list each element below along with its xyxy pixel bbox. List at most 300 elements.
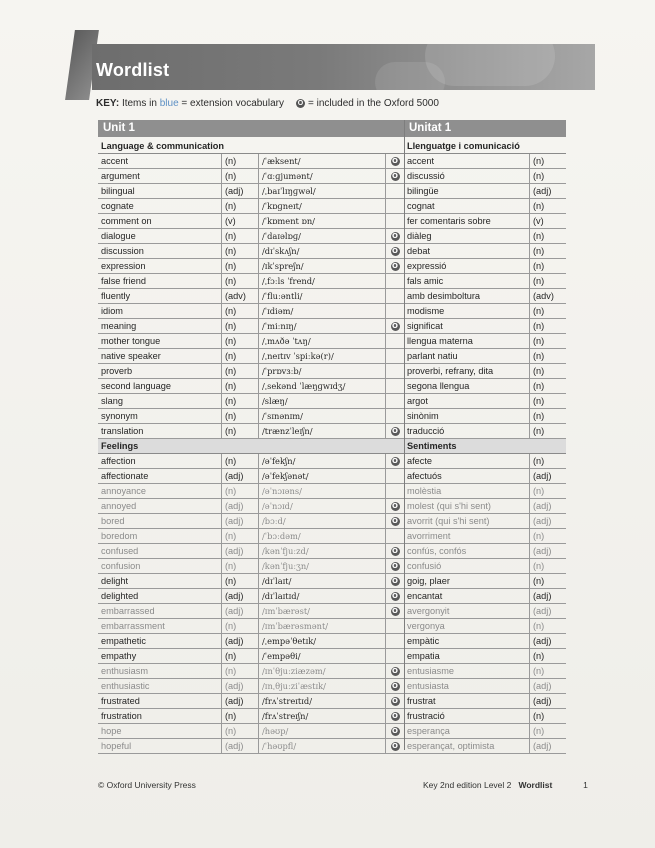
- translation: entusiasme: [404, 664, 530, 678]
- oxford-5000-icon: O: [392, 546, 398, 555]
- part-of-speech: (adj): [222, 634, 259, 648]
- pronunciation: /ˈempəθi/: [259, 649, 386, 663]
- translation-part-of-speech: (adj): [533, 636, 552, 646]
- oxford-5000-marker: [386, 154, 404, 168]
- wordlist-row: [98, 289, 404, 304]
- oxford-5000-marker: [386, 334, 404, 348]
- wordlist-row: [98, 184, 404, 199]
- oxford-5000-marker: [386, 199, 404, 213]
- oxford-5000-marker: [386, 559, 404, 573]
- wordlist-row: [98, 649, 404, 664]
- pronunciation: /bɔːd/: [259, 514, 386, 528]
- oxford-5000-marker: [386, 574, 404, 588]
- oxford-5000-icon: O: [392, 321, 398, 330]
- translation: sinònim: [404, 409, 530, 423]
- oxford-5000-icon: O: [392, 561, 398, 570]
- pronunciation: /ˈɪdiəm/: [259, 304, 386, 318]
- wordlist-row: [98, 214, 404, 229]
- translation-row: [404, 319, 566, 334]
- translation-row: [404, 364, 566, 379]
- oxford-5000-marker: [386, 619, 404, 633]
- translation-part-of-speech: (n): [533, 261, 545, 271]
- oxford-5000-icon: O: [297, 100, 304, 107]
- translation: afecte: [404, 454, 530, 468]
- part-of-speech: (n): [222, 409, 259, 423]
- word: boredom: [98, 529, 222, 543]
- translation-row: [404, 559, 566, 574]
- pronunciation: /ˈhəʊpfl/: [259, 739, 386, 753]
- oxford-5000-marker: [386, 184, 404, 198]
- translation-row: [404, 484, 566, 499]
- key-text: Items in: [121, 98, 157, 109]
- translation-row: [404, 274, 566, 289]
- translation: argot: [404, 394, 530, 408]
- translation: diàleg: [404, 229, 530, 243]
- translation-row: [404, 244, 566, 259]
- translation-row: [404, 349, 566, 364]
- part-of-speech: (adj): [222, 589, 259, 603]
- translation-part-of-speech: (n): [533, 276, 545, 286]
- wordlist-row: [98, 544, 404, 559]
- footer-section: Wordlist: [518, 780, 553, 790]
- part-of-speech: (n): [222, 574, 259, 588]
- wordlist-row: [98, 589, 404, 604]
- part-of-speech: (adj): [222, 604, 259, 618]
- oxford-5000-marker: [386, 709, 404, 723]
- oxford-5000-marker: [386, 589, 404, 603]
- translation: significat: [404, 319, 530, 333]
- translation-row: [404, 574, 566, 589]
- pronunciation: /ˈæksent/: [259, 154, 386, 168]
- part-of-speech: (adj): [222, 739, 259, 753]
- word: annoyance: [98, 484, 222, 498]
- pronunciation: /ˌmʌðə ˈtʌŋ/: [259, 334, 386, 348]
- translation-part-of-speech: (n): [533, 411, 545, 421]
- catalan-wordlist-table: [404, 139, 566, 754]
- oxford-5000-icon: O: [392, 426, 398, 435]
- word: native speaker: [98, 349, 222, 363]
- key-text: = included in the Oxford 5000: [308, 98, 439, 109]
- translation-part-of-speech: (n): [533, 366, 545, 376]
- translation-row: [404, 664, 566, 679]
- pronunciation: /ˈdaɪəlɒɡ/: [259, 229, 386, 243]
- footer-publisher: © Oxford University Press: [98, 780, 196, 790]
- translation: esperança: [404, 724, 530, 738]
- word: translation: [98, 424, 222, 438]
- translation: modisme: [404, 304, 530, 318]
- translation: accent: [404, 154, 530, 168]
- translation: proverbi, refrany, dita: [404, 364, 530, 378]
- translation: frustració: [404, 709, 530, 723]
- wordlist-row: [98, 169, 404, 184]
- translation-row: [404, 739, 566, 754]
- pronunciation: /kənˈfjuːʒn/: [259, 559, 386, 573]
- word: empathy: [98, 649, 222, 663]
- part-of-speech: (n): [222, 319, 259, 333]
- translation-part-of-speech: (n): [533, 576, 545, 586]
- part-of-speech: (n): [222, 709, 259, 723]
- wordlist-row: [98, 229, 404, 244]
- part-of-speech: (n): [222, 154, 259, 168]
- oxford-5000-marker: [386, 544, 404, 558]
- translation-row: [404, 514, 566, 529]
- oxford-5000-icon: O: [392, 246, 398, 255]
- translation: molest (qui s'hi sent): [404, 499, 530, 513]
- translation-row: [404, 409, 566, 424]
- word: false friend: [98, 274, 222, 288]
- part-of-speech: (n): [222, 304, 259, 318]
- translation-part-of-speech: (adj): [533, 186, 552, 196]
- pronunciation: /əˈnɔɪd/: [259, 499, 386, 513]
- oxford-5000-marker: [386, 214, 404, 228]
- pronunciation: /ˈsɪnənɪm/: [259, 409, 386, 423]
- wordlist-row: [98, 709, 404, 724]
- oxford-5000-icon: O: [392, 711, 398, 720]
- word: empathetic: [98, 634, 222, 648]
- word: frustrated: [98, 694, 222, 708]
- word: hopeful: [98, 739, 222, 753]
- translation-part-of-speech: (n): [533, 486, 545, 496]
- wordlist-row: [98, 379, 404, 394]
- part-of-speech: (n): [222, 349, 259, 363]
- pronunciation: /əˈfekʃn/: [259, 454, 386, 468]
- part-of-speech: (n): [222, 619, 259, 633]
- pronunciation: /dɪˈlaɪt/: [259, 574, 386, 588]
- word: enthusiastic: [98, 679, 222, 693]
- oxford-5000-marker: [386, 409, 404, 423]
- wordlist-row: [98, 319, 404, 334]
- oxford-5000-marker: [386, 304, 404, 318]
- oxford-5000-marker: [386, 454, 404, 468]
- word: slang: [98, 394, 222, 408]
- word: hope: [98, 724, 222, 738]
- translation: afectuós: [404, 469, 530, 483]
- oxford-5000-icon: O: [392, 231, 398, 240]
- translation-row: [404, 229, 566, 244]
- pronunciation: /ˈbɔːdəm/: [259, 529, 386, 543]
- word: discussion: [98, 244, 222, 258]
- wordlist-row: [98, 454, 404, 469]
- word: expression: [98, 259, 222, 273]
- translation-part-of-speech: (adj): [533, 471, 552, 481]
- wordlist-row: [98, 349, 404, 364]
- translation-part-of-speech: (adv): [533, 291, 554, 301]
- translation-row: [404, 544, 566, 559]
- page-title: Wordlist: [96, 60, 170, 80]
- translation-part-of-speech: (n): [533, 456, 545, 466]
- oxford-5000-marker: [386, 469, 404, 483]
- translation-row: [404, 184, 566, 199]
- part-of-speech: (n): [222, 529, 259, 543]
- word: delight: [98, 574, 222, 588]
- translation-part-of-speech: (n): [533, 396, 545, 406]
- section-title-ca: Llenguatge i comunicació: [407, 141, 520, 151]
- wordlist-row: [98, 634, 404, 649]
- oxford-5000-icon: O: [392, 576, 398, 585]
- oxford-5000-icon: O: [392, 516, 398, 525]
- word: confused: [98, 544, 222, 558]
- oxford-5000-icon: O: [392, 171, 398, 180]
- pronunciation: /ˌfɔːls ˈfrend/: [259, 274, 386, 288]
- oxford-5000-icon: O: [392, 726, 398, 735]
- translation-part-of-speech: (n): [533, 231, 545, 241]
- translation-part-of-speech: (adj): [533, 516, 552, 526]
- translation-part-of-speech: (n): [533, 156, 545, 166]
- translation-row: [404, 589, 566, 604]
- translation-part-of-speech: (n): [533, 651, 545, 661]
- translation-part-of-speech: (n): [533, 171, 545, 181]
- word: embarrassed: [98, 604, 222, 618]
- pronunciation: /ˈkɒment ɒn/: [259, 214, 386, 228]
- word: bilingual: [98, 184, 222, 198]
- translation-part-of-speech: (adj): [533, 501, 552, 511]
- translation-row: [404, 394, 566, 409]
- wordlist-row: [98, 484, 404, 499]
- translation-part-of-speech: (adj): [533, 741, 552, 751]
- oxford-5000-icon: O: [392, 741, 398, 750]
- word: embarrassment: [98, 619, 222, 633]
- pronunciation: /ˈkɒɡneɪt/: [259, 199, 386, 213]
- oxford-5000-marker: [386, 379, 404, 393]
- oxford-5000-marker: [386, 349, 404, 363]
- translation: discussió: [404, 169, 530, 183]
- pronunciation: /əˈfekʃənət/: [259, 469, 386, 483]
- translation-row: [404, 649, 566, 664]
- translation-row: [404, 214, 566, 229]
- part-of-speech: (n): [222, 334, 259, 348]
- oxford-5000-marker: [386, 604, 404, 618]
- pronunciation: /ɪkˈspreʃn/: [259, 259, 386, 273]
- pronunciation: /frʌˈstreɪʃn/: [259, 709, 386, 723]
- word: dialogue: [98, 229, 222, 243]
- translation: cognat: [404, 199, 530, 213]
- translation: fals amic: [404, 274, 530, 288]
- translation: amb desimboltura: [404, 289, 530, 303]
- oxford-5000-marker: [386, 514, 404, 528]
- word: enthusiasm: [98, 664, 222, 678]
- translation-row: [404, 199, 566, 214]
- wordlist-row: [98, 604, 404, 619]
- translation: expressió: [404, 259, 530, 273]
- pronunciation: /kənˈfjuːzd/: [259, 544, 386, 558]
- pronunciation: /ˈprɒvɜːb/: [259, 364, 386, 378]
- word: affectionate: [98, 469, 222, 483]
- translation-part-of-speech: (n): [533, 321, 545, 331]
- translation-part-of-speech: (n): [533, 711, 545, 721]
- oxford-5000-marker: [386, 649, 404, 663]
- translation-row: [404, 529, 566, 544]
- oxford-5000-marker: [386, 364, 404, 378]
- translation-row: [404, 469, 566, 484]
- word: frustration: [98, 709, 222, 723]
- translation-part-of-speech: (n): [533, 246, 545, 256]
- pronunciation: /dɪˈskʌʃn/: [259, 244, 386, 258]
- footer-page-number: 1: [583, 780, 588, 790]
- section-title-en: Language & communication: [101, 141, 225, 151]
- translation: molèstia: [404, 484, 530, 498]
- translation: llengua materna: [404, 334, 530, 348]
- word: second language: [98, 379, 222, 393]
- word: argument: [98, 169, 222, 183]
- part-of-speech: (n): [222, 484, 259, 498]
- footer-edition-info: [423, 780, 588, 790]
- pronunciation: /ɪmˈbærəsmənt/: [259, 619, 386, 633]
- word: comment on: [98, 214, 222, 228]
- translation-row: [404, 334, 566, 349]
- part-of-speech: (v): [222, 214, 259, 228]
- wordlist-row: [98, 274, 404, 289]
- oxford-5000-marker: [386, 424, 404, 438]
- translation-part-of-speech: (n): [533, 381, 545, 391]
- part-of-speech: (n): [222, 664, 259, 678]
- oxford-5000-marker: [386, 529, 404, 543]
- part-of-speech: (n): [222, 424, 259, 438]
- translation-row: [404, 154, 566, 169]
- wordlist-row: [98, 334, 404, 349]
- oxford-5000-marker: [386, 244, 404, 258]
- translation-row: [404, 454, 566, 469]
- oxford-5000-marker: [386, 394, 404, 408]
- pronunciation: /dɪˈlaɪtɪd/: [259, 589, 386, 603]
- translation: bilingüe: [404, 184, 530, 198]
- wordlist-row: [98, 499, 404, 514]
- oxford-5000-icon: O: [392, 501, 398, 510]
- wordlist-row: [98, 574, 404, 589]
- oxford-5000-icon: O: [392, 591, 398, 600]
- word: confusion: [98, 559, 222, 573]
- wordlist-row: [98, 424, 404, 439]
- oxford-5000-marker: [386, 694, 404, 708]
- part-of-speech: (n): [222, 259, 259, 273]
- translation: confús, confós: [404, 544, 530, 558]
- part-of-speech: (n): [222, 364, 259, 378]
- translation: vergonya: [404, 619, 530, 633]
- english-wordlist-table: [98, 139, 404, 754]
- word: idiom: [98, 304, 222, 318]
- part-of-speech: (adv): [222, 289, 259, 303]
- wordlist-row: [98, 154, 404, 169]
- translation-row: [404, 619, 566, 634]
- part-of-speech: (n): [222, 724, 259, 738]
- oxford-5000-marker: [386, 169, 404, 183]
- wordlist-row: [98, 619, 404, 634]
- pronunciation: /ˌsekənd ˈlæŋɡwɪdʒ/: [259, 379, 386, 393]
- translation: traducció: [404, 424, 530, 438]
- translation: avergonyit: [404, 604, 530, 618]
- pronunciation: /slæŋ/: [259, 394, 386, 408]
- translation-row: [404, 424, 566, 439]
- oxford-5000-marker: [386, 289, 404, 303]
- banner-decoration: [375, 62, 445, 90]
- part-of-speech: (n): [222, 394, 259, 408]
- wordlist-row: [98, 199, 404, 214]
- oxford-5000-marker: [386, 274, 404, 288]
- translation-part-of-speech: (adj): [533, 546, 552, 556]
- part-of-speech: (n): [222, 274, 259, 288]
- translation: segona llengua: [404, 379, 530, 393]
- key-legend: [96, 98, 439, 109]
- oxford-5000-icon: O: [392, 606, 398, 615]
- translation-part-of-speech: (v): [533, 216, 544, 226]
- wordlist-row: [98, 724, 404, 739]
- part-of-speech: (adj): [222, 679, 259, 693]
- pronunciation: /trænzˈleɪʃn/: [259, 424, 386, 438]
- wordlist-row: [98, 529, 404, 544]
- oxford-5000-icon: O: [392, 681, 398, 690]
- pronunciation: /ɪnˌθjuːziˈæstɪk/: [259, 679, 386, 693]
- part-of-speech: (n): [222, 199, 259, 213]
- pronunciation: /ˈfluːəntli/: [259, 289, 386, 303]
- oxford-5000-marker: [386, 259, 404, 273]
- wordlist-row: [98, 409, 404, 424]
- key-label: KEY:: [96, 98, 120, 109]
- oxford-5000-icon: O: [392, 456, 398, 465]
- translation: avorrit (qui s'hi sent): [404, 514, 530, 528]
- translation-part-of-speech: (adj): [533, 681, 552, 691]
- wordlist-row: [98, 259, 404, 274]
- unit-heading-en: Unit 1: [98, 120, 404, 137]
- translation-row: [404, 259, 566, 274]
- key-blue-word: blue: [159, 98, 179, 109]
- translation-part-of-speech: (adj): [533, 606, 552, 616]
- part-of-speech: (n): [222, 379, 259, 393]
- translation-part-of-speech: (n): [533, 561, 545, 571]
- part-of-speech: (n): [222, 244, 259, 258]
- pronunciation: /həʊp/: [259, 724, 386, 738]
- wordlist-row: [98, 739, 404, 754]
- word: annoyed: [98, 499, 222, 513]
- translation-row: [404, 709, 566, 724]
- translation-part-of-speech: (n): [533, 666, 545, 676]
- section-title-ca: Sentiments: [407, 441, 457, 451]
- wordlist-row: [98, 559, 404, 574]
- translation-part-of-speech: (n): [533, 201, 545, 211]
- oxford-5000-marker: [386, 724, 404, 738]
- wordlist-row: [98, 364, 404, 379]
- oxford-5000-marker: [386, 484, 404, 498]
- translation-part-of-speech: (n): [533, 621, 545, 631]
- word: cognate: [98, 199, 222, 213]
- translation: goig, plaer: [404, 574, 530, 588]
- word: delighted: [98, 589, 222, 603]
- word: accent: [98, 154, 222, 168]
- translation: frustrat: [404, 694, 530, 708]
- pronunciation: /ˌbaɪˈlɪŋɡwəl/: [259, 184, 386, 198]
- section-heading-en: [98, 139, 404, 154]
- wordlist-row: [98, 679, 404, 694]
- column-divider: [404, 120, 405, 750]
- pronunciation: /əˈnɔɪəns/: [259, 484, 386, 498]
- oxford-5000-marker: [386, 664, 404, 678]
- translation: debat: [404, 244, 530, 258]
- translation-part-of-speech: (n): [533, 531, 545, 541]
- part-of-speech: (adj): [222, 694, 259, 708]
- wordlist-row: [98, 694, 404, 709]
- part-of-speech: (n): [222, 649, 259, 663]
- translation-row: [404, 634, 566, 649]
- part-of-speech: (adj): [222, 499, 259, 513]
- pronunciation: /ˌempəˈθetɪk/: [259, 634, 386, 648]
- part-of-speech: (n): [222, 229, 259, 243]
- pronunciation: /frʌˈstreɪtɪd/: [259, 694, 386, 708]
- oxford-5000-icon: O: [392, 696, 398, 705]
- wordlist-row: [98, 394, 404, 409]
- translation-part-of-speech: (n): [533, 336, 545, 346]
- translation-row: [404, 289, 566, 304]
- section-title-en: Feelings: [101, 441, 139, 451]
- part-of-speech: (n): [222, 169, 259, 183]
- translation-part-of-speech: (adj): [533, 696, 552, 706]
